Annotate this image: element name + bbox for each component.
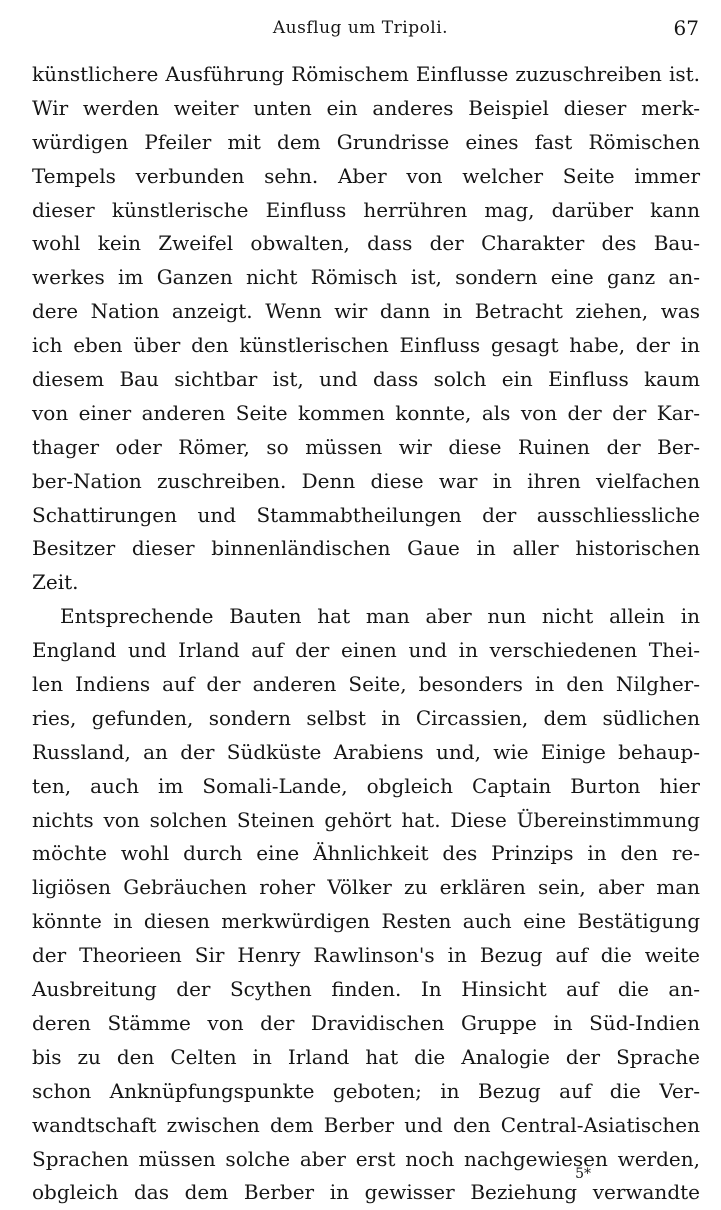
text-line: wandtschaft zwischen dem Berber und den Central-Asiatischen [32, 1112, 700, 1137]
text-line: Tempels verbunden sehn. Aber von welcher Seite immer [32, 163, 700, 188]
body-text [32, 58, 700, 1210]
page-header [0, 12, 721, 42]
text-line: möchte wohl durch eine Ähnlichkeit des Prinzips in den re- [32, 841, 700, 866]
text-line: ten, auch im Somali-Lande, obgleich Captain Burton hier [32, 773, 700, 798]
text-line: Ausbreitung der Scythen finden. In Hinsicht auf die an- [32, 977, 700, 1002]
text-line: deren Stämme von der Dravidischen Gruppe in Süd-Indien [32, 1010, 700, 1035]
text-line: Besitzer dieser binnenländischen Gaue in aller historischen [32, 536, 700, 561]
text-line: diesem Bau sichtbar ist, und dass solch ein Einfluss kaum [32, 367, 700, 392]
text-line: obgleich das dem Berber in gewisser Beziehung verwandte [32, 1180, 700, 1205]
text-line: England und Irland auf der einen und in verschiedenen Thei- [32, 638, 700, 663]
text-line: werkes im Ganzen nicht Römisch ist, sondern eine ganz an- [32, 265, 700, 290]
text-line: nichts von solchen Steinen gehört hat. Diese Übereinstimmung [32, 807, 700, 832]
running-head: Ausflug um Tripoli. [272, 18, 449, 38]
text-line: der Theorieen Sir Henry Rawlinson's in Bezug auf die weite [32, 943, 700, 968]
text-line: ich eben über den künstlerischen Einfluss gesagt habe, der in [32, 333, 700, 358]
text-line: könnte in diesen merkwürdigen Resten auch eine Bestätigung [32, 909, 700, 934]
text-line: len Indiens auf der anderen Seite, besonders in den Nilgher- [32, 672, 700, 697]
page-number: 67 [673, 16, 699, 40]
text-line: schon Anknüpfungspunkte geboten; in Bezug auf die Ver- [32, 1078, 700, 1103]
text-line: bis zu den Celten in Irland hat die Analogie der Sprache [32, 1044, 700, 1069]
signature-mark: 5* [575, 1166, 591, 1182]
text-line: ligiösen Gebräuchen roher Völker zu erklären sein, aber man [32, 875, 700, 900]
text-line: dere Nation anzeigt. Wenn wir dann in Betracht ziehen, was [32, 299, 700, 324]
text-line: Sprachen müssen solche aber erst noch nachgewiesen werden, [32, 1146, 700, 1171]
text-line: thager oder Römer, so müssen wir diese Ruinen der Ber- [32, 434, 700, 459]
text-line: dieser künstlerische Einfluss herrühren mag, darüber kann [32, 197, 700, 222]
paragraph-start-line: Entsprechende Bauten hat man aber nun nicht allein in [60, 604, 700, 629]
text-line: ber-Nation zuschreiben. Denn diese war in ihren vielfachen [32, 468, 700, 493]
text-line: Russland, an der Südküste Arabiens und, wie Einige behaup- [32, 739, 700, 764]
text-line: von einer anderen Seite kommen konnte, als von der der Kar- [32, 400, 700, 425]
paragraph-end-line: Zeit. [32, 570, 79, 595]
text-line: künstlichere Ausführung Römischem Einflusse zuzuschreiben ist. [32, 62, 700, 86]
text-line: Schattirungen und Stammabtheilungen der ausschliessliche [32, 502, 700, 527]
text-line: würdigen Pfeiler mit dem Grundrisse eines fast Römischen [32, 129, 700, 154]
text-line: Wir werden weiter unten ein anderes Beispiel dieser merk- [32, 95, 700, 120]
text-line: wohl kein Zweifel obwalten, dass der Charakter des Bau- [32, 231, 700, 256]
text-line: ries, gefunden, sondern selbst in Circassien, dem südlichen [32, 705, 700, 730]
